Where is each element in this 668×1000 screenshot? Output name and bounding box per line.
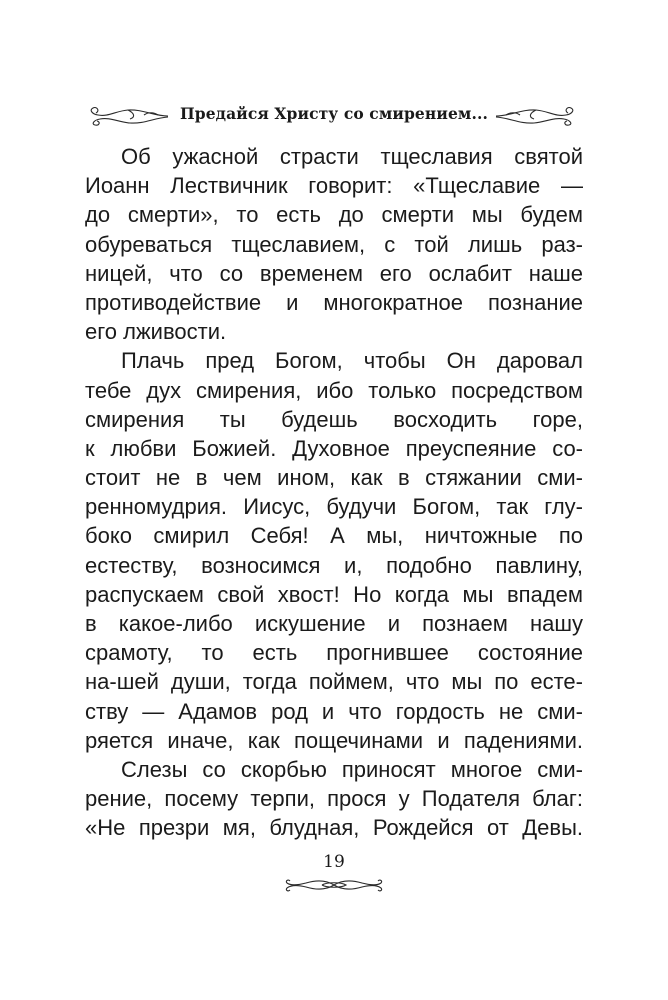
text-line: естеству, возносимся и, подобно павлину, (85, 552, 583, 578)
text-line: обуреваться тщеславием, с той лишь раз- (85, 231, 583, 257)
text-line: в какое-либо искушение и познаем нашу (85, 611, 583, 636)
text-line: Об ужасной страсти тщеславия святой (121, 144, 583, 169)
text-line: к любви Божией. Духовное преуспеяние со- (85, 435, 583, 461)
text-line: ренномудрия. Иисус, будучи Богом, так глу- (85, 494, 583, 520)
paragraph (85, 142, 583, 346)
text-line: стоит не в чем ином, как в стяжании сми- (85, 465, 583, 491)
body-text (85, 142, 583, 843)
paragraph (85, 346, 583, 755)
text-line: смирения ты будешь восходить горе, (85, 406, 583, 432)
footer-flourish-ornament-icon (282, 876, 386, 894)
text-line: ству — Адамов род и что гордость не сми- (85, 698, 583, 724)
right-flourish-ornament-icon (494, 100, 580, 130)
text-line: до смерти», то есть до смерти мы будем (85, 202, 583, 228)
page-number: 19 (323, 852, 345, 872)
text-line: распускаем свой хвост! Но когда мы впадем (85, 581, 583, 607)
running-header (0, 100, 668, 136)
text-line: тебе дух смирения, ибо только посредством (85, 377, 583, 403)
text-line: противодействие и многократное познание (85, 289, 583, 315)
text-line: Плачь пред Богом, чтобы Он даровал (121, 348, 583, 374)
text-line: ряется иначе, как пощечинами и падениями. (85, 727, 583, 753)
text-line: рение, посему терпи, прося у Подателя благ: (85, 786, 583, 812)
text-line: Иоанн Лествичник говорит: «Тщеславие — (85, 173, 583, 199)
text-line: ницей, что со временем его ослабит наше (85, 260, 583, 286)
text-line: Слезы со скорбью приносят многое сми- (121, 756, 583, 782)
text-line: срамоту, то есть прогнившее состояние (85, 640, 583, 666)
running-title: Предайся Христу со смирением... (180, 104, 488, 123)
text-line: его лживости. (85, 319, 227, 345)
text-line: на-шей души, тогда поймем, что мы по есте- (85, 669, 583, 695)
text-line: «Не презри мя, блудная, Рождейся от Девы. (85, 815, 583, 841)
paragraph (85, 755, 583, 843)
text-line: боко смирил Себя! А мы, ничтожные по (85, 523, 583, 549)
